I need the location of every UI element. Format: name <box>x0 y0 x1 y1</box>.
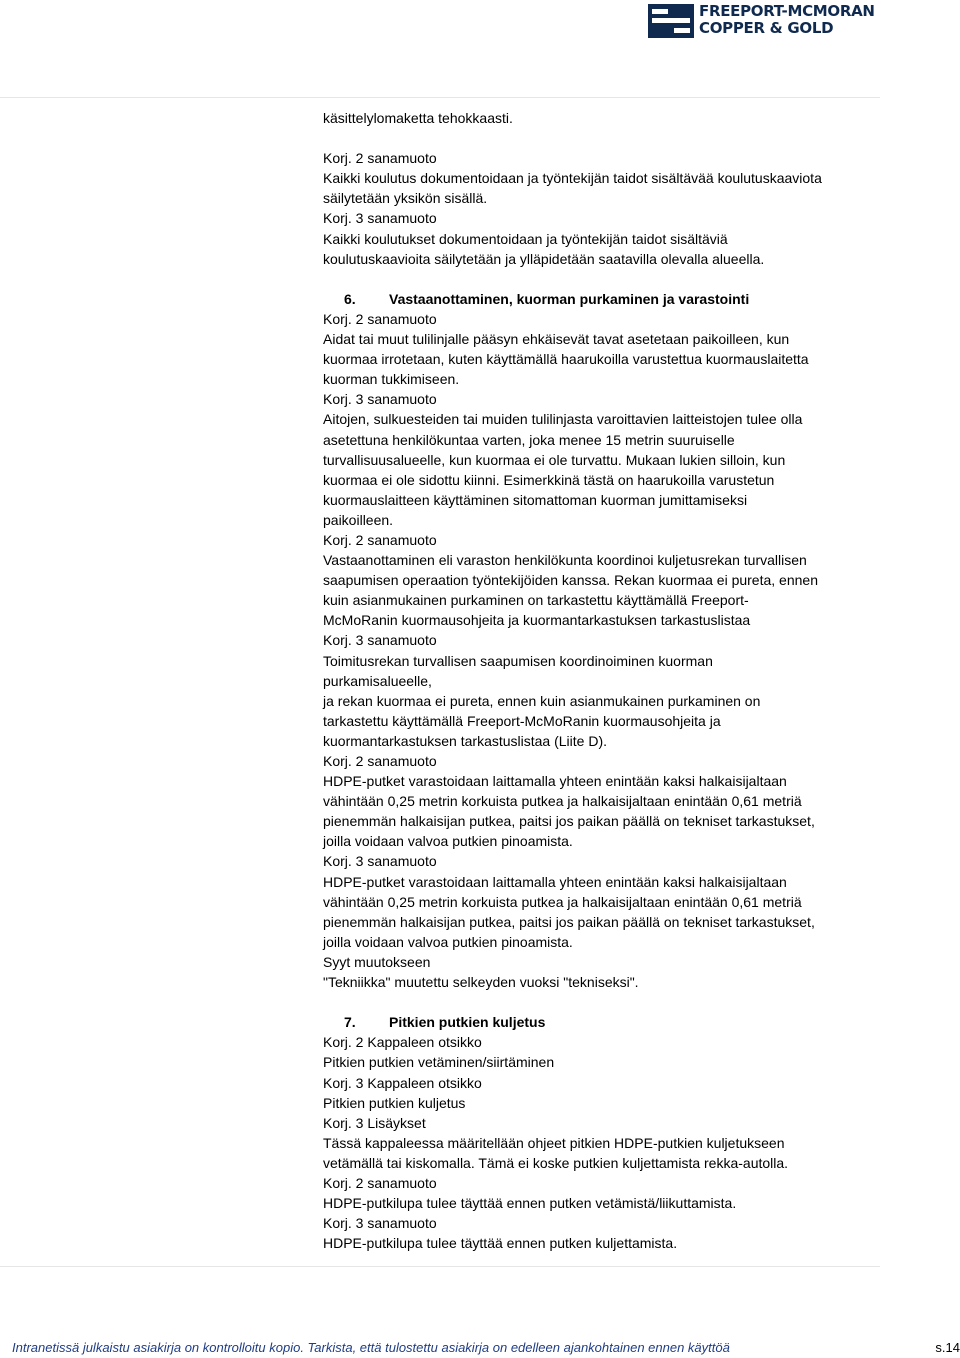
text-line: kuin asianmukainen purkaminen on tarkastettu käyttämällä Freeport- <box>323 592 749 609</box>
text-line: McMoRanin kuormausohjeita ja kuormantarkastuksen tarkastuslistaa <box>323 612 751 629</box>
logo-wordmark <box>699 3 899 37</box>
paragraph-spacer <box>323 269 868 289</box>
text-line: säilytetään yksikön sisällä. <box>323 190 488 207</box>
text-line: asetettuna henkilökuntaa varten, joka menee 15 metrin suuruiselle <box>323 431 735 448</box>
paragraph-spacer <box>323 992 868 1012</box>
text-line: "Tekniikka" muutettu selkeyden vuoksi "tekniseksi". <box>323 974 639 991</box>
text-line: kuormauslaitteen käyttäminen sitomattoman kuorman jumittamiseksi <box>323 491 748 508</box>
text-line: Korj. 2 sanamuoto <box>323 1174 437 1191</box>
text-line: Korj. 3 sanamuoto <box>323 210 437 227</box>
text-line: Vastaanottaminen eli varaston henkilökunta koordinoi kuljetusrekan turvallisen <box>323 552 807 569</box>
page-footer <box>12 1340 960 1356</box>
footer-divider <box>0 1266 880 1267</box>
text-line: Korj. 2 Kappaleen otsikko <box>323 1034 482 1051</box>
section-number: 7. <box>344 1014 356 1031</box>
text-line: Korj. 3 Lisäykset <box>323 1114 426 1131</box>
text-line: vetämällä tai kiskomalla. Tämä ei koske putkien kuljettamista rekka-autolla. <box>323 1154 789 1171</box>
text-line: kuormantarkastuksen tarkastuslistaa (Liite D). <box>323 732 607 749</box>
section-heading <box>323 289 868 309</box>
text-line: Pitkien putkien kuljetus <box>323 1094 466 1111</box>
section-number: 6. <box>344 290 356 307</box>
text-line: ja rekan kuormaa ei pureta, ennen kuin asianmukainen purkaminen on <box>323 692 761 709</box>
section-title: Pitkien putkien kuljetus <box>389 1014 546 1031</box>
text-line: tarkastettu käyttämällä Freeport-McMoRanin kuormausohjeita ja <box>323 712 721 729</box>
text-line: joilla voidaan valvoa putkien pinoamista. <box>323 833 573 850</box>
text-line: Korj. 2 sanamuoto <box>323 310 437 327</box>
header-divider <box>0 97 880 98</box>
text-line: Korj. 3 Kappaleen otsikko <box>323 1074 482 1091</box>
text-line: Korj. 2 sanamuoto <box>323 531 437 548</box>
text-line: kuormaa ei ole sidottu kiinni. Esimerkkinä tästä on haarukoilla varustetun <box>323 471 775 488</box>
paragraph-spacer <box>323 128 868 148</box>
text-line: vähintään 0,25 metrin korkuista putkea ja halkaisijaltaan enintään 0,61 metriä <box>323 793 802 810</box>
text-line: purkamisalueelle, <box>323 672 432 689</box>
page-number: s.14 <box>935 1340 960 1355</box>
text-line: Korj. 2 sanamuoto <box>323 150 437 167</box>
text-line: turvallisuusalueelle, kun kuormaa ei ole turvattu. Mukaan lukien silloin, kun <box>323 451 786 468</box>
text-line: Aitojen, sulkuesteiden tai muiden tulilinjasta varoittavien laitteistojen tulee olla <box>323 411 803 428</box>
text-line: saapumisen operaation työntekijöiden kanssa. Rekan kuormaa ei pureta, ennen <box>323 572 818 589</box>
company-logo <box>648 4 892 38</box>
text-line: Korj. 3 sanamuoto <box>323 853 437 870</box>
logo-mark-icon <box>648 4 694 38</box>
logo-line-2: COPPER & GOLD <box>699 19 834 37</box>
text-line: Korj. 3 sanamuoto <box>323 1215 437 1232</box>
text-line: pienemmän halkaisijan putkea, paitsi jos paikan päällä on tekniset tarkastukset, <box>323 913 815 930</box>
section-heading <box>323 1012 868 1032</box>
text-line: Pitkien putkien vetäminen/siirtäminen <box>323 1054 555 1071</box>
text-line: HDPE-putket varastoidaan laittamalla yhteen enintään kaksi halkaisijaltaan <box>323 773 787 790</box>
text-line: Kaikki koulutukset dokumentoidaan ja työntekijän taidot sisältäviä <box>323 230 728 247</box>
text-line: Korj. 2 sanamuoto <box>323 753 437 769</box>
text-line: Korj. 3 sanamuoto <box>323 632 437 649</box>
text-line: vähintään 0,25 metrin korkuista putkea ja halkaisijaltaan enintään 0,61 metriä <box>323 893 802 910</box>
text-line: joilla voidaan valvoa putkien pinoamista. <box>323 933 573 950</box>
text-line: Kaikki koulutus dokumentoidaan ja työntekijän taidot sisältävää koulutuskaaviota <box>323 170 822 187</box>
section-title: Vastaanottaminen, kuorman purkaminen ja varastointi <box>389 290 750 307</box>
text-line: HDPE-putket varastoidaan laittamalla yhteen enintään kaksi halkaisijaltaan <box>323 873 787 890</box>
text-line: Aidat tai muut tulilinjalle pääsyn ehkäisevät tavat asetetaan paikoilleen, kun <box>323 331 790 348</box>
text-line: Tässä kappaleessa määritellään ohjeet pitkien HDPE-putkien kuljetukseen <box>323 1134 785 1151</box>
text-line: paikoilleen. <box>323 511 394 528</box>
footer-notice: Intranetissä julkaistu asiakirja on kontrolloitu kopio. Tarkista, että tulostettu asiakirja on edelleen ajankohtainen ennen käyttöä <box>12 1340 730 1355</box>
text-line: pienemmän halkaisijan putkea, paitsi jos paikan päällä on tekniset tarkastukset, <box>323 813 815 830</box>
text-line: Toimitusrekan turvallisen saapumisen koordinoiminen kuorman <box>323 652 713 669</box>
text-line: HDPE-putkilupa tulee täyttää ennen putken vetämistä/liikuttamista. <box>323 1195 737 1212</box>
text-line: HDPE-putkilupa tulee täyttää ennen putken kuljettamista. <box>323 1235 678 1252</box>
text-line: käsittelylomaketta tehokkaasti. <box>323 110 513 126</box>
text-line: kuorman tukkimiseen. <box>323 371 460 388</box>
text-line: koulutuskaavioita säilytetään ja ylläpidetään saatavilla olevalla alueella. <box>323 250 765 267</box>
logo-line-1: FREEPORT-MCMORAN <box>699 2 875 20</box>
text-line: kuormaa irrotetaan, kuten käyttämällä haarukoilla varustettua kuormauslaitetta <box>323 351 809 368</box>
text-line: Korj. 3 sanamuoto <box>323 391 437 408</box>
text-line: Syyt muutokseen <box>323 953 431 970</box>
document-body <box>323 108 868 1253</box>
